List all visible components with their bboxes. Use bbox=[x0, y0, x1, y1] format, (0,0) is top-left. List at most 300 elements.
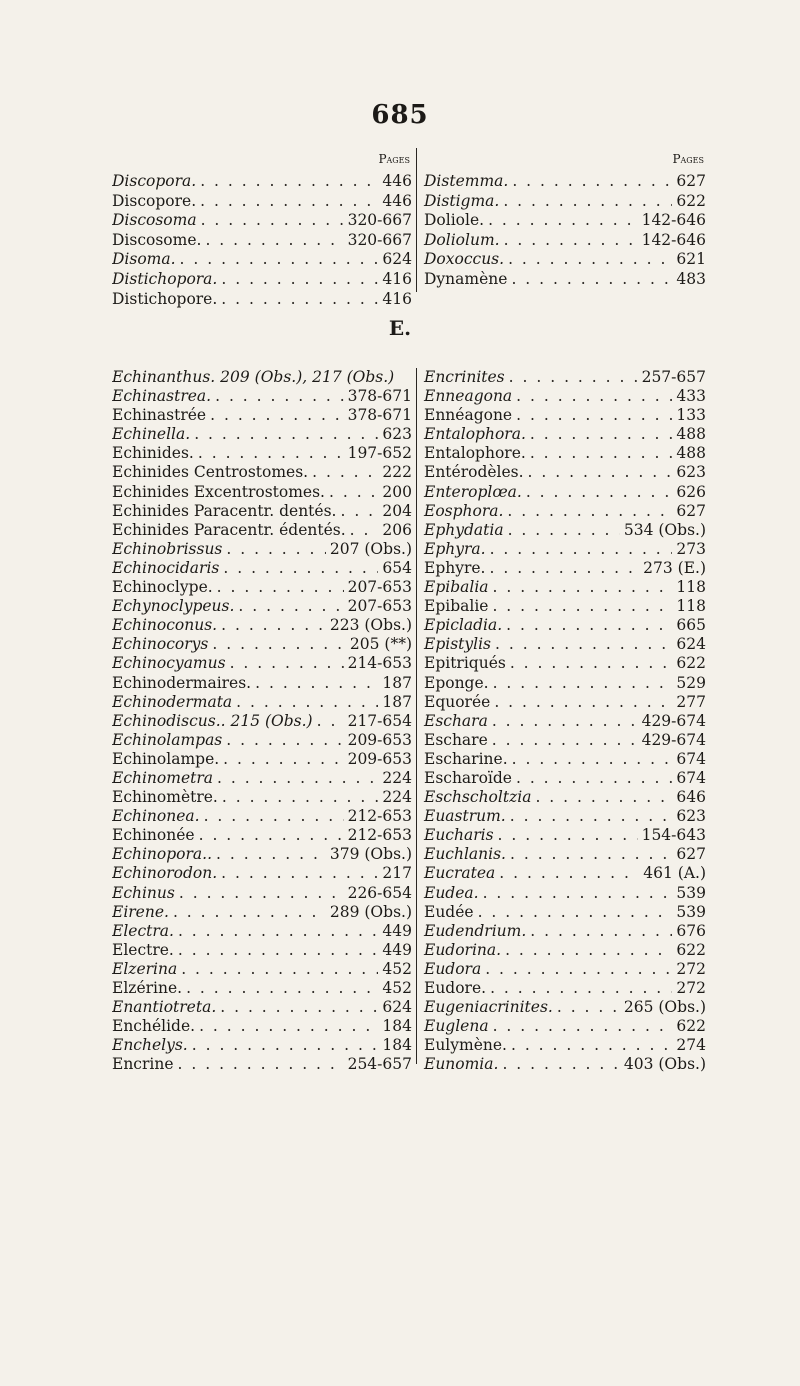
index-entry bbox=[112, 540, 416, 559]
entry-pages: 320-667 bbox=[347, 211, 412, 230]
entry-pages: 621 bbox=[676, 250, 706, 269]
index-entry bbox=[420, 463, 710, 482]
leader-dots bbox=[493, 674, 673, 693]
index-entry bbox=[112, 922, 416, 941]
leader-dots bbox=[505, 941, 672, 960]
entry-term: Ephyre. bbox=[424, 558, 486, 577]
entry-pages: 379 (Obs.) bbox=[329, 845, 412, 864]
index-entry bbox=[420, 1036, 710, 1055]
entry-pages: 222 bbox=[382, 463, 412, 482]
entry-term: Eugeniacrinites. bbox=[424, 998, 553, 1017]
entry-term: Doliolum. bbox=[424, 230, 500, 249]
leader-dots bbox=[495, 635, 672, 654]
index-entry bbox=[420, 674, 710, 693]
index-entry bbox=[420, 654, 710, 673]
index-entry bbox=[420, 635, 710, 654]
leader-dots bbox=[506, 616, 672, 635]
entry-pages: 622 bbox=[676, 191, 706, 210]
leader-dots bbox=[512, 172, 672, 192]
entry-term: Discopore. bbox=[112, 191, 197, 210]
index-entry bbox=[420, 406, 710, 425]
leader-dots bbox=[510, 654, 673, 673]
entry-term: Eucratea bbox=[424, 864, 496, 883]
index-entry bbox=[112, 674, 416, 693]
entry-term: Eulymène. bbox=[424, 1036, 507, 1055]
column-header: Pages bbox=[378, 152, 410, 166]
entry-pages: 534 (Obs.) bbox=[623, 520, 706, 539]
leader-dots bbox=[528, 463, 673, 482]
index-entry bbox=[112, 483, 416, 502]
entry-pages: 184 bbox=[382, 1036, 412, 1055]
leader-dots bbox=[507, 502, 672, 521]
index-entry bbox=[112, 559, 416, 578]
leader-dots bbox=[329, 483, 378, 502]
entry-term: Equorée bbox=[424, 692, 491, 711]
index-entry bbox=[420, 172, 710, 192]
entry-term: Eschara bbox=[424, 711, 488, 730]
entry-term: Euastrum. bbox=[424, 807, 506, 826]
leader-dots bbox=[485, 960, 672, 979]
entry-term: Doxoccus. bbox=[424, 250, 505, 269]
leader-dots bbox=[488, 211, 638, 231]
leader-dots bbox=[498, 826, 638, 845]
leader-dots bbox=[494, 693, 672, 712]
entry-term: Euchlanis. bbox=[424, 845, 506, 864]
entry-term: Eschscholtzia bbox=[424, 788, 532, 807]
leader-dots bbox=[502, 1055, 619, 1074]
entry-pages: 209-653 bbox=[347, 749, 412, 768]
entry-term: Distichopore. bbox=[112, 289, 218, 308]
entry-term: Echinides Centrostomes. bbox=[112, 463, 309, 482]
index-entry bbox=[420, 903, 710, 922]
entry-pages: 378-671 bbox=[347, 406, 412, 425]
entry-pages: 416 bbox=[382, 289, 412, 308]
entry-term: Discosome. bbox=[112, 230, 202, 249]
index-entry bbox=[112, 979, 416, 998]
entry-term: Echinus bbox=[112, 883, 175, 902]
leader-dots bbox=[510, 845, 672, 864]
entry-term: Echinides Paracentr. édentés. bbox=[112, 520, 346, 539]
index-entry bbox=[420, 769, 710, 788]
index-entry bbox=[420, 597, 710, 616]
index-entry bbox=[420, 502, 710, 521]
entry-term: Eudore. bbox=[424, 979, 487, 997]
index-column-left bbox=[112, 148, 417, 308]
index-entry bbox=[112, 693, 416, 712]
leader-dots bbox=[530, 922, 672, 941]
entry-pages: 207 (Obs.) bbox=[329, 539, 412, 558]
entry-pages: 654 bbox=[382, 558, 412, 577]
entry-term: Eponge. bbox=[424, 673, 489, 692]
index-entry bbox=[112, 578, 416, 597]
index-rows bbox=[112, 172, 416, 309]
entry-pages: 483 bbox=[676, 269, 706, 288]
leader-dots bbox=[490, 540, 673, 559]
entry-term: Echinides Excentrostomes. bbox=[112, 482, 325, 501]
entry-pages: 142-646 bbox=[641, 230, 706, 249]
leader-dots bbox=[511, 1036, 672, 1055]
entry-term: Enteroplœa. bbox=[424, 482, 522, 501]
leader-dots bbox=[516, 387, 672, 406]
entry-term: Eosphora. bbox=[424, 501, 504, 520]
index-entry bbox=[112, 769, 416, 788]
index-entry bbox=[420, 483, 710, 502]
leader-dots bbox=[220, 998, 378, 1017]
leader-dots bbox=[511, 270, 672, 290]
leader-dots bbox=[490, 559, 640, 578]
column-header: Pages bbox=[672, 152, 704, 166]
index-entry bbox=[112, 387, 416, 406]
index-entry bbox=[420, 616, 710, 635]
entry-pages: 623 bbox=[382, 425, 412, 444]
entry-term: Echinodermaires. bbox=[112, 673, 252, 692]
entry-pages: 674 bbox=[676, 768, 706, 787]
index-entry bbox=[420, 750, 710, 769]
index-entry bbox=[112, 290, 416, 310]
index-entry bbox=[112, 368, 416, 387]
index-entry bbox=[420, 693, 710, 712]
entry-pages: 624 bbox=[382, 250, 412, 269]
index-entry bbox=[420, 425, 710, 444]
entry-term: Enchelys. bbox=[112, 1036, 188, 1055]
entry-term: Doliole. bbox=[424, 211, 485, 230]
entry-term: Entalophore. bbox=[424, 444, 526, 463]
leader-dots bbox=[478, 903, 673, 922]
entry-term: Distemma. bbox=[424, 172, 509, 190]
index-entry bbox=[112, 960, 416, 979]
index-entry bbox=[112, 750, 416, 769]
entry-pages: 265 (Obs.) bbox=[623, 998, 706, 1017]
leader-dots bbox=[317, 712, 344, 731]
entry-term: Echinastrée bbox=[112, 406, 207, 425]
index-rows bbox=[420, 368, 710, 1074]
entry-term: Enantiotreta. bbox=[112, 998, 217, 1017]
entry-pages: 461 (A.) bbox=[643, 864, 706, 883]
leader-dots bbox=[236, 693, 378, 712]
index-entry bbox=[420, 368, 710, 387]
entry-term: Echinoclype. bbox=[112, 578, 213, 597]
entry-pages: 320-667 bbox=[347, 230, 412, 249]
index-entry bbox=[420, 979, 710, 998]
leader-dots bbox=[508, 250, 672, 270]
entry-term: Echinocorys bbox=[112, 635, 209, 654]
entry-pages: 217 bbox=[382, 864, 412, 883]
entry-term: Eunomia. bbox=[424, 1055, 499, 1074]
leader-dots bbox=[490, 979, 672, 998]
entry-term: Euglena bbox=[424, 1017, 489, 1036]
entry-pages: 646 bbox=[676, 788, 706, 807]
index-entry bbox=[112, 788, 416, 807]
entry-term: Elzérine. bbox=[112, 979, 183, 997]
index-entry bbox=[420, 864, 710, 883]
index-entry bbox=[420, 444, 710, 463]
index-column-right bbox=[420, 368, 710, 1074]
leader-dots bbox=[216, 845, 326, 864]
entry-pages: 204 bbox=[382, 501, 412, 520]
entry-term: Enneagona bbox=[424, 387, 513, 406]
index-entry bbox=[420, 807, 710, 826]
leader-dots bbox=[509, 368, 638, 387]
index-entry bbox=[420, 387, 710, 406]
entry-pages: 452 bbox=[382, 959, 412, 978]
entry-pages: 154-643 bbox=[641, 826, 706, 845]
entry-pages: 274 bbox=[676, 1036, 706, 1055]
entry-pages: 273 (E.) bbox=[643, 558, 706, 577]
entry-pages: 224 bbox=[382, 788, 412, 807]
leader-dots bbox=[221, 290, 378, 310]
leader-dots bbox=[179, 884, 344, 903]
leader-dots bbox=[199, 826, 344, 845]
leader-dots bbox=[510, 807, 673, 826]
leader-dots bbox=[178, 1055, 344, 1074]
entry-pages: 133 bbox=[676, 406, 706, 425]
leader-dots bbox=[493, 578, 673, 597]
entry-term: Epibalia bbox=[424, 578, 489, 597]
index-column-right bbox=[420, 148, 710, 290]
index-entry bbox=[112, 941, 416, 960]
leader-dots bbox=[186, 979, 378, 998]
index-entry bbox=[112, 884, 416, 903]
leader-dots bbox=[492, 712, 638, 731]
leader-dots bbox=[340, 502, 378, 521]
entry-term: Discosoma bbox=[112, 211, 197, 230]
entry-term: Echinoconus. bbox=[112, 616, 218, 635]
leader-dots bbox=[217, 578, 344, 597]
page-number: 685 bbox=[371, 100, 429, 130]
index-entry bbox=[112, 1017, 416, 1036]
leader-dots bbox=[526, 483, 673, 502]
leader-dots bbox=[181, 960, 378, 979]
entry-term: Dynamène bbox=[424, 269, 508, 288]
entry-term: Entalophora. bbox=[424, 425, 526, 444]
entry-pages: 223 (Obs.) bbox=[329, 616, 412, 635]
index-entry bbox=[420, 559, 710, 578]
entry-pages: 623 bbox=[676, 807, 706, 826]
entry-pages: 200 bbox=[382, 482, 412, 501]
leader-dots bbox=[173, 903, 326, 922]
entry-pages: 217-654 bbox=[347, 711, 412, 730]
entry-term: Echinometra bbox=[112, 768, 213, 787]
entry-pages: 416 bbox=[382, 269, 412, 288]
entry-pages: 446 bbox=[382, 191, 412, 210]
leader-dots bbox=[198, 444, 344, 463]
leader-dots bbox=[217, 769, 378, 788]
index-entry bbox=[112, 635, 416, 654]
entry-pages: 449 bbox=[382, 921, 412, 940]
entry-term: Echinodermata bbox=[112, 692, 233, 711]
entry-pages: 539 bbox=[676, 883, 706, 902]
leader-dots bbox=[499, 864, 639, 883]
entry-pages: 184 bbox=[382, 1017, 412, 1036]
entry-term: Epistylis bbox=[424, 635, 492, 654]
index-rows bbox=[420, 172, 710, 290]
leader-dots bbox=[483, 884, 673, 903]
index-entry bbox=[420, 826, 710, 845]
entry-term: Encrine bbox=[112, 1055, 174, 1074]
entry-term: Echinolampas bbox=[112, 730, 223, 749]
leader-dots bbox=[350, 521, 379, 540]
index-entry bbox=[420, 960, 710, 979]
leader-dots bbox=[503, 192, 672, 212]
entry-term: Echinobrissus bbox=[112, 539, 223, 558]
leader-dots bbox=[192, 1036, 379, 1055]
entry-pages: 378-671 bbox=[347, 387, 412, 406]
index-entry bbox=[420, 788, 710, 807]
entry-term: Distigma. bbox=[424, 191, 500, 210]
index-entry bbox=[420, 922, 710, 941]
index-entry bbox=[420, 941, 710, 960]
entry-pages: 209-653 bbox=[347, 730, 412, 749]
index-entry bbox=[112, 712, 416, 731]
entry-term: Eirene. bbox=[112, 902, 169, 921]
index-entry bbox=[112, 231, 416, 251]
leader-dots bbox=[221, 270, 378, 290]
index-entry bbox=[112, 425, 416, 444]
entry-pages: 622 bbox=[676, 940, 706, 959]
entry-term: Echinodiscus.. 215 (Obs.) bbox=[112, 711, 313, 730]
index-entry bbox=[112, 654, 416, 673]
entry-pages: 626 bbox=[676, 482, 706, 501]
entry-term: Echinolampe. bbox=[112, 749, 220, 768]
entry-pages: 429-674 bbox=[641, 730, 706, 749]
leader-dots bbox=[238, 597, 343, 616]
entry-term: Eudea. bbox=[424, 883, 479, 902]
entry-pages: 273 bbox=[676, 539, 706, 558]
index-entry bbox=[112, 172, 416, 192]
index-entry bbox=[420, 521, 710, 540]
entry-term: Eudendrium. bbox=[424, 921, 527, 940]
entry-term: Echinocidaris bbox=[112, 558, 220, 577]
index-entry bbox=[420, 231, 710, 251]
entry-pages: 676 bbox=[676, 921, 706, 940]
leader-dots bbox=[200, 192, 378, 212]
index-entry bbox=[112, 211, 416, 231]
index-entry bbox=[420, 998, 710, 1017]
index-entry bbox=[112, 826, 416, 845]
leader-dots bbox=[226, 540, 325, 559]
index-entry bbox=[112, 502, 416, 521]
index-entry bbox=[112, 903, 416, 922]
entry-term: Echinopora.. bbox=[112, 845, 213, 864]
entry-pages: 452 bbox=[382, 979, 412, 997]
entry-pages: 403 (Obs.) bbox=[623, 1055, 706, 1074]
index-entry bbox=[420, 211, 710, 231]
entry-pages: 624 bbox=[676, 635, 706, 654]
index-entry bbox=[112, 521, 416, 540]
leader-dots bbox=[492, 731, 638, 750]
entry-pages: 449 bbox=[382, 940, 412, 959]
entry-term: Echynoclypeus. bbox=[112, 597, 235, 616]
entry-pages: 207-653 bbox=[347, 597, 412, 616]
entry-pages: 622 bbox=[676, 654, 706, 673]
entry-term: Electra. bbox=[112, 921, 174, 940]
entry-pages: 118 bbox=[676, 597, 706, 616]
entry-pages: 627 bbox=[676, 845, 706, 864]
entry-pages: 539 bbox=[676, 902, 706, 921]
index-entry bbox=[112, 998, 416, 1017]
index-entry bbox=[420, 270, 710, 290]
leader-dots bbox=[178, 941, 379, 960]
entry-term: Eudora bbox=[424, 959, 482, 978]
entry-pages: 224 bbox=[382, 768, 412, 787]
entry-pages: 142-646 bbox=[641, 211, 706, 230]
entry-term: Echinides. bbox=[112, 444, 194, 463]
entry-term: Electre. bbox=[112, 940, 174, 959]
leader-dots bbox=[557, 998, 620, 1017]
index-entry bbox=[420, 712, 710, 731]
index-entry bbox=[420, 845, 710, 864]
entry-pages: 212-653 bbox=[347, 807, 412, 826]
entry-term: Escharine. bbox=[424, 749, 508, 768]
entry-term: Echinides Paracentr. dentés. bbox=[112, 501, 337, 520]
entry-pages: 206 bbox=[382, 520, 412, 539]
leader-dots bbox=[222, 788, 379, 807]
leader-dots bbox=[212, 635, 346, 654]
entry-term: Echinanthus. 209 (Obs.), 217 (Obs.) bbox=[112, 368, 395, 386]
entry-term: Eudée bbox=[424, 902, 474, 921]
entry-term: Epibalie bbox=[424, 597, 489, 616]
entry-term: Entérodèles. bbox=[424, 463, 524, 482]
index-entry bbox=[420, 250, 710, 270]
entry-pages: 665 bbox=[676, 616, 706, 635]
index-entry bbox=[112, 1036, 416, 1055]
entry-term: Echinocyamus bbox=[112, 654, 226, 673]
leader-dots bbox=[535, 788, 672, 807]
leader-dots bbox=[508, 521, 620, 540]
entry-pages: 207-653 bbox=[347, 578, 412, 597]
index-entry bbox=[420, 578, 710, 597]
entry-pages: 623 bbox=[676, 463, 706, 482]
leader-dots bbox=[493, 1017, 673, 1036]
entry-pages: 118 bbox=[676, 578, 706, 597]
leader-dots bbox=[492, 597, 672, 616]
leader-dots bbox=[221, 616, 326, 635]
entry-term: Epicladia. bbox=[424, 616, 503, 635]
entry-term: Eucharis bbox=[424, 826, 494, 845]
entry-pages: 433 bbox=[676, 387, 706, 406]
entry-pages: 446 bbox=[382, 172, 412, 190]
entry-pages: 289 (Obs.) bbox=[329, 902, 412, 921]
entry-pages: 627 bbox=[676, 501, 706, 520]
entry-term: Echinomètre. bbox=[112, 788, 218, 807]
entry-term: Echinonée bbox=[112, 826, 195, 845]
leader-dots bbox=[215, 387, 343, 406]
index-entry bbox=[112, 1055, 416, 1074]
entry-pages: 272 bbox=[676, 959, 706, 978]
entry-pages: 257-657 bbox=[641, 368, 706, 386]
entry-pages: 214-653 bbox=[347, 654, 412, 673]
entry-term: Echinella. bbox=[112, 425, 191, 444]
index-entry bbox=[112, 845, 416, 864]
entry-term: Echinastrea. bbox=[112, 387, 212, 406]
index-entry bbox=[112, 731, 416, 750]
entry-term: Enchélide. bbox=[112, 1017, 196, 1036]
leader-dots bbox=[223, 750, 343, 769]
leader-dots bbox=[210, 406, 343, 425]
entry-pages: 187 bbox=[382, 673, 412, 692]
leader-dots bbox=[230, 654, 344, 673]
leader-dots bbox=[512, 750, 673, 769]
entry-pages: 627 bbox=[676, 172, 706, 190]
entry-pages: 197-652 bbox=[347, 444, 412, 463]
entry-pages: 272 bbox=[676, 979, 706, 997]
entry-pages: 187 bbox=[382, 692, 412, 711]
entry-term: Elzerina bbox=[112, 959, 178, 978]
entry-pages: 226-654 bbox=[347, 883, 412, 902]
leader-dots bbox=[255, 674, 378, 693]
entry-term: Ephyra. bbox=[424, 539, 486, 558]
leader-dots bbox=[178, 922, 378, 941]
